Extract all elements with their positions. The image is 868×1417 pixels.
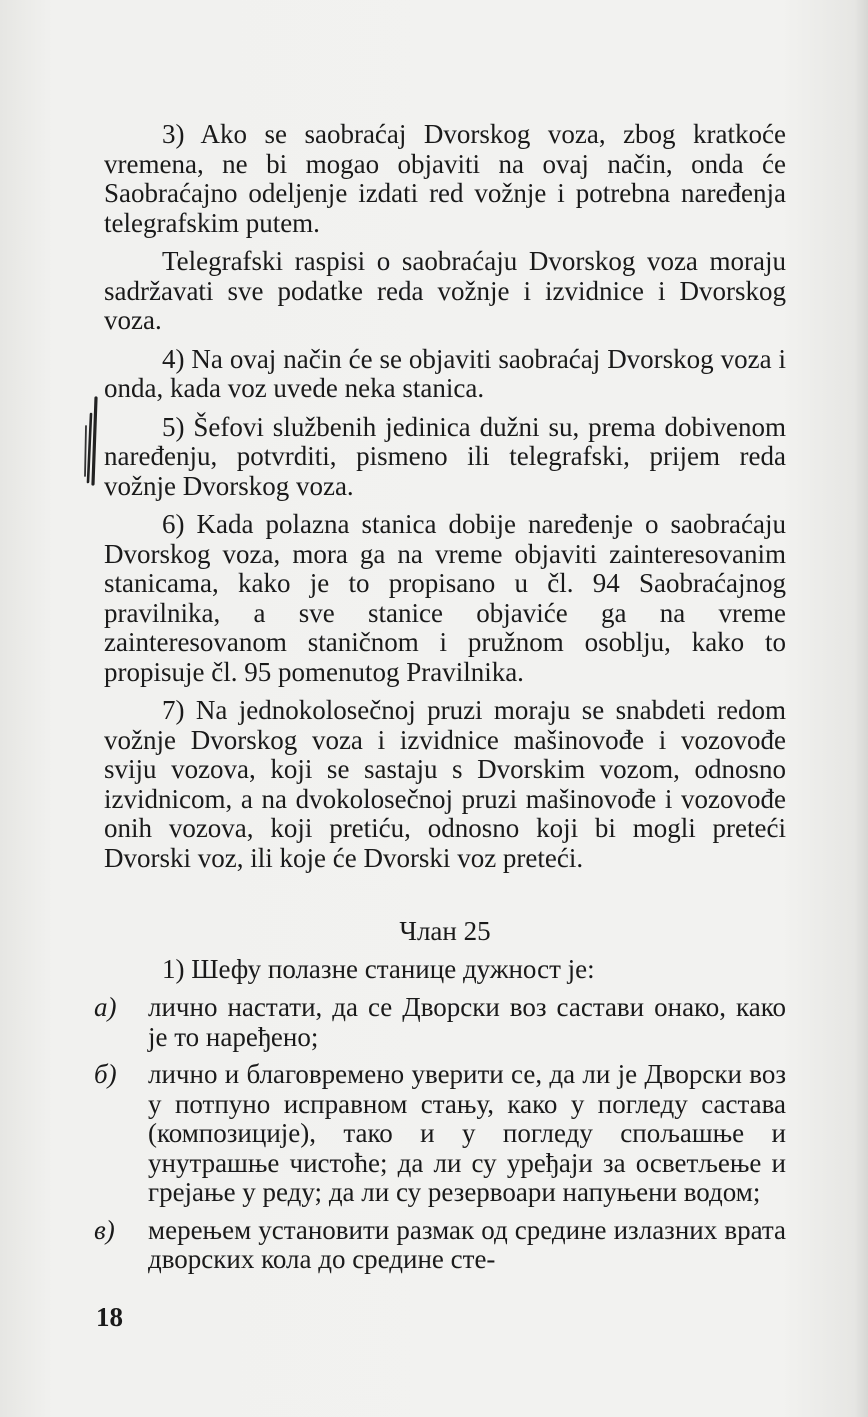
list-marker: б): [94, 1059, 117, 1089]
paragraph-7: 7) Na jednokolosečnoj pruzi moraju se snabdeti redom vožnje Dvorskog voza i izvidnice mašinovođe i vozovođe sviju vozova, koji se sastaju s Dvorskim vozom, odnosno izvidnicom, a na dvokolosečnoj pruzi mašinovođe i vozovođe onih vozova, koji pretiću, odnosno koji bi mogli preteći Dvorski voz, ili koje će Dvorski voz preteći.: [104, 695, 786, 873]
page-text: [94, 119, 786, 1283]
list-marker: а): [94, 992, 117, 1022]
list-item-v: [94, 1216, 786, 1275]
list-item-text: лично и благовремено уверити се, да ли је Дворски воз у потпуно исправном стању, како у погледу састава (композиције), тако и у погледу спољашње и унутрашње чистоће; да ли су уређаји за осветљење и грејање у реду; да ли су резервоари напуњени водом;: [148, 1059, 786, 1207]
paragraph-3: 3) Ako se saobraćaj Dvorskog voza, zbog kratkoće vremena, ne bi mogao objaviti na ovaj način, onda će Saobraćajno odeljenje izdati red vožnje i potrebna naređenja telegrafskim putem.: [104, 119, 786, 238]
list-item-text: мерењем установити размак од средине излазних врата дворских кола до средине сте-: [148, 1214, 786, 1274]
list-item-a: [94, 993, 786, 1052]
paragraph-telegraf: Telegrafski raspisi o saobraćaju Dvorskog voza moraju sadržavati sve podatke reda vožnje i izvidnice i Dvorskog voza.: [104, 246, 786, 335]
paragraph-4: 4) Na ovaj način će se objaviti saobraćaj Dvorskog voza i onda, kada voz uvede neka stanica.: [104, 343, 786, 403]
article-heading: Члан 25: [399, 916, 491, 946]
article-intro: 1) Шефу полазне станице дужност је:: [162, 953, 595, 984]
paragraph-5: 5) Šefovi službenih jedinica dužni su, prema dobivenom naređenju, potvrditi, pismeno ili telegrafski, prijem reda vožnje Dvorskog voza.: [104, 411, 786, 501]
list-marker: в): [94, 1214, 115, 1245]
list-item-b: [94, 1060, 786, 1208]
list-item-text: лично настати, да се Дворски воз састави онако, како је то наређено;: [148, 992, 786, 1052]
margin-pen-marks: [82, 396, 104, 486]
page-number: 18: [96, 1302, 123, 1332]
page-edge-shadow: [854, 0, 868, 1417]
paragraph-6: 6) Kada polazna stanica dobije naređenje o saobraćaju Dvorskog voza, mora ga na vreme objaviti zainteresovanim stanicama, kako je to propisano u čl. 94 Saobraćajnog pravilnika, a sve stanice objaviće ga na vreme zainteresovanom staničnom i pružnom osoblju, kako to propisuje čl. 95 pomenutog Pravilnika.: [104, 509, 786, 687]
